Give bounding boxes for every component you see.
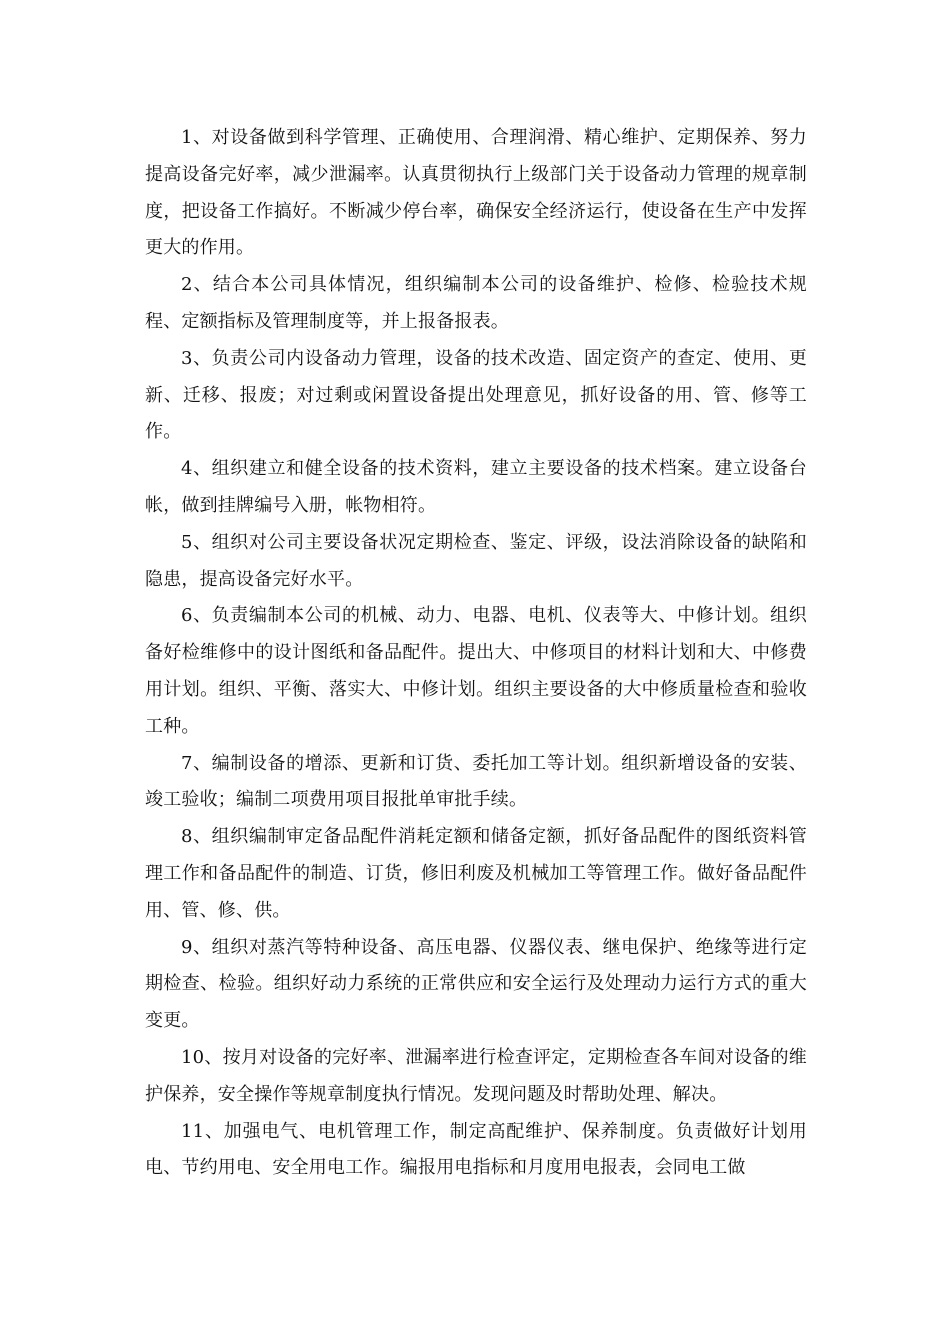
paragraph-10: 10、按月对设备的完好率、泄漏率进行检查评定，定期检查各车间对设备的维护保养，安全操作等规章制度执行情况。发现问题及时帮助处理、解决。 bbox=[145, 1046, 807, 1105]
paragraph-8: 8、组织编制审定备品配件消耗定额和储备定额，抓好备品配件的图纸资料管理工作和备品配件的制造、订货，修旧利废及机械加工等管理工作。做好备品配件用、管、修、供。 bbox=[145, 826, 807, 921]
paragraph-9: 9、组织对蒸汽等特种设备、高压电器、仪器仪表、继电保护、绝缘等进行定期检查、检验。组织好动力系统的正常供应和安全运行及处理动力运行方式的重大变更。 bbox=[145, 936, 807, 1032]
paragraph-6: 6、负责编制本公司的机械、动力、电器、电机、仪表等大、中修计划。组织备好检维修中的设计图纸和备品配件。提出大、中修项目的材料计划和大、中修费用计划。组织、平衡、落实大、中修计划。组织主要设备的大中修质量检查和验收工种。 bbox=[145, 605, 807, 737]
paragraph-11: 11、加强电气、电机管理工作，制定高配维护、保养制度。负责做好计划用电、节约用电、安全用电工作。编报用电指标和月度用电报表，会同电工做 bbox=[145, 1120, 807, 1179]
paragraph-4: 4、组织建立和健全设备的技术资料，建立主要设备的技术档案。建立设备台帐，做到挂牌编号入册，帐物相符。 bbox=[145, 458, 807, 516]
paragraph-2: 2、结合本公司具体情况，组织编制本公司的设备维护、检修、检验技术规程、定额指标及管理制度等，并上报备报表。 bbox=[145, 274, 807, 332]
paragraph-3: 3、负责公司内设备动力管理，设备的技术改造、固定资产的查定、使用、更新、迁移、报废；对过剩或闲置设备提出处理意见，抓好设备的用、管、修等工作。 bbox=[145, 347, 807, 443]
paragraph-7: 7、编制设备的增添、更新和订货、委托加工等计划。组织新增设备的安装、竣工验收；编制二项费用项目报批单审批手续。 bbox=[145, 752, 807, 811]
document-body bbox=[145, 120, 807, 1187]
paragraph-1: 1、对设备做到科学管理、正确使用、合理润滑、精心维护、定期保养、努力提高设备完好率，减少泄漏率。认真贯彻执行上级部门关于设备动力管理的规章制度，把设备工作搞好。不断减少停台率，确保安全经济运行，使设备在生产中发挥更大的作用。 bbox=[145, 127, 807, 259]
paragraph-5: 5、组织对公司主要设备状况定期检查、鉴定、评级，设法消除设备的缺陷和隐患，提高设备完好水平。 bbox=[145, 531, 807, 590]
